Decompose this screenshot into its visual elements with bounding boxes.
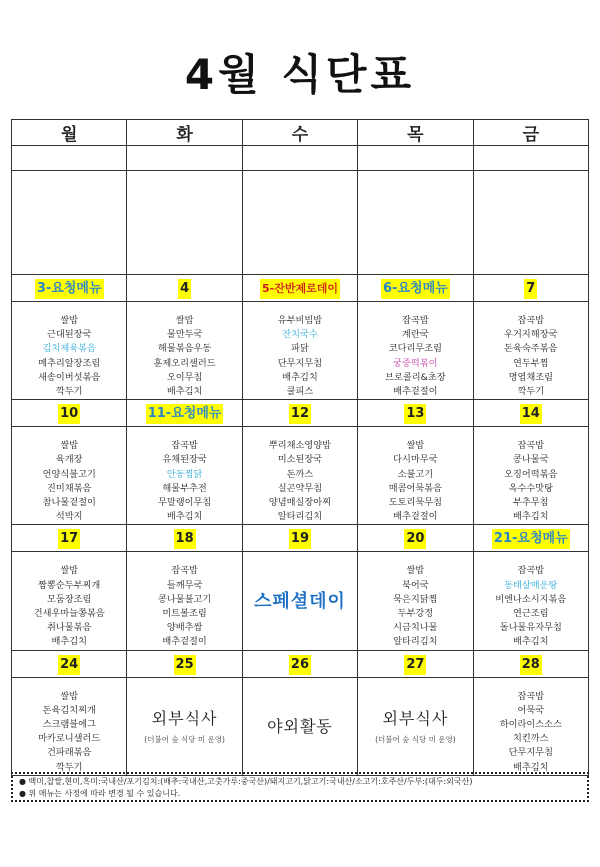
menu-item: 양념매실장아찌 xyxy=(268,497,332,509)
menu-item: 취나물볶음 xyxy=(47,622,92,634)
menu-item: 다시마무국 xyxy=(393,454,438,466)
menu-item: 브로콜리&초장 xyxy=(385,371,446,383)
menu-item: 쿨피스 xyxy=(286,386,314,398)
menu-item: 유부비빔밥 xyxy=(277,315,323,326)
menu-item: 명엽채조림 xyxy=(508,371,553,383)
date-cell xyxy=(242,400,357,427)
date-label: 27 xyxy=(404,655,426,675)
empty-cell xyxy=(12,146,127,171)
menu-item: 단무지무침 xyxy=(508,747,553,759)
menu-item: 해물부추전 xyxy=(162,482,207,494)
menu-item: 배추김치 xyxy=(513,761,549,773)
menu-item: 쌀밥 xyxy=(60,315,79,326)
empty-cell xyxy=(242,171,357,275)
menu-item: 건새우마늘쫑볶음 xyxy=(33,608,105,620)
menu-item: 배추겉절이 xyxy=(162,636,207,648)
date-cell xyxy=(127,525,242,552)
event-note: (더불어 숲 식당 미 운영) xyxy=(375,735,456,745)
day-menu-cell xyxy=(358,302,473,400)
menu-list xyxy=(12,552,126,649)
menu-item: 건파래볶음 xyxy=(47,747,92,759)
weekday-fri: 금 xyxy=(473,120,588,146)
menu-item: 배추겉절이 xyxy=(393,386,438,398)
menu-item: 콩나물불고기 xyxy=(157,593,212,605)
day-menu-cell xyxy=(12,552,127,650)
menu-item: 옥수수맛탕 xyxy=(508,482,553,494)
day-menu-cell xyxy=(242,427,357,525)
day-menu-cell xyxy=(473,677,588,775)
date-label: 3-요청메뉴 xyxy=(35,279,104,299)
menu-item: 치킨까스 xyxy=(513,733,549,745)
day-menu-cell xyxy=(358,427,473,525)
menu-item: 미트볼조림 xyxy=(162,608,207,620)
day-menu-cell xyxy=(12,427,127,525)
menu-row xyxy=(12,302,589,400)
menu-row xyxy=(12,552,589,650)
menu-list xyxy=(358,427,472,524)
date-label: 28 xyxy=(520,655,542,675)
empty-cell xyxy=(127,146,242,171)
day-menu-cell xyxy=(358,677,473,775)
day-menu-cell xyxy=(242,677,357,775)
menu-item: 잡곡밥 xyxy=(517,315,545,326)
menu-item: 해물볶음우동 xyxy=(157,343,212,355)
date-cell xyxy=(358,650,473,677)
empty-menu-row xyxy=(12,171,589,275)
menu-item: 우거지해장국 xyxy=(504,329,558,341)
date-label: 24 xyxy=(58,655,80,675)
menu-item: 알타리김치 xyxy=(393,636,438,648)
date-label: 5-잔반제로데이 xyxy=(260,279,340,299)
menu-item: 어묵국 xyxy=(517,704,545,716)
empty-cell xyxy=(473,171,588,275)
empty-cell xyxy=(473,146,588,171)
menu-item: 부추무침 xyxy=(513,497,549,509)
date-label: 11-요청메뉴 xyxy=(146,404,224,424)
date-cell xyxy=(358,525,473,552)
date-cell xyxy=(12,525,127,552)
empty-cell xyxy=(358,146,473,171)
menu-item: 잔치국수 xyxy=(282,329,318,341)
menu-item: 참나물겉절이 xyxy=(42,497,96,509)
menu-item: 코다리무조림 xyxy=(388,343,442,355)
menu-list xyxy=(358,302,472,399)
menu-item: 도토리묵무침 xyxy=(388,497,442,509)
menu-item: 두부강정 xyxy=(397,608,434,620)
date-label-row xyxy=(12,400,589,427)
menu-item: 뿌리채소영양밥 xyxy=(268,440,332,452)
date-label: 7 xyxy=(524,279,537,299)
menu-list xyxy=(474,427,588,524)
menu-item: 실곤약무침 xyxy=(277,482,323,494)
menu-list xyxy=(474,552,588,649)
date-label-row xyxy=(12,525,589,552)
menu-item: 돈까스 xyxy=(286,468,314,480)
date-cell xyxy=(473,650,588,677)
day-menu-cell xyxy=(127,427,242,525)
date-cell xyxy=(473,400,588,427)
menu-item: 양배추쌈 xyxy=(166,622,203,634)
menu-list xyxy=(243,427,357,524)
event-block xyxy=(127,678,241,774)
menu-item: 배추김치 xyxy=(166,386,203,398)
menu-item: 파닭 xyxy=(291,343,309,355)
menu-item: 동태살매운탕 xyxy=(504,579,558,591)
menu-item: 쌀밥 xyxy=(60,440,79,452)
date-cell xyxy=(242,275,357,302)
menu-item: 무말랭이무침 xyxy=(157,497,212,509)
page-title: 4월 식단표 xyxy=(184,50,416,99)
menu-item: 단무지무침 xyxy=(277,357,323,369)
event-title: 야외활동 xyxy=(267,717,333,737)
menu-item: 잡곡밥 xyxy=(402,315,429,326)
menu-list xyxy=(474,302,588,399)
menu-item: 쌀밥 xyxy=(406,440,425,452)
menu-item: 미소된장국 xyxy=(277,454,323,466)
menu-item: 잡곡밥 xyxy=(171,440,198,452)
date-label: 17 xyxy=(58,529,80,549)
date-label-row xyxy=(12,650,589,677)
event-title: 외부식사 xyxy=(382,709,449,729)
notes-box xyxy=(11,772,589,802)
day-menu-cell xyxy=(242,302,357,400)
menu-list xyxy=(474,678,588,775)
menu-item: 잡곡밥 xyxy=(517,440,545,452)
empty-cell xyxy=(127,171,242,275)
menu-item: 근대된장국 xyxy=(47,329,92,341)
menu-list xyxy=(12,678,126,775)
menu-item: 소불고기 xyxy=(397,468,434,480)
menu-item: 배추김치 xyxy=(166,511,203,523)
date-label: 19 xyxy=(289,529,311,549)
menu-item: 배추김치 xyxy=(513,511,549,523)
menu-list xyxy=(243,302,357,399)
menu-item: 시금치나물 xyxy=(393,622,438,634)
menu-row xyxy=(12,427,589,525)
weekday-tue: 화 xyxy=(127,120,242,146)
weekday-header-row xyxy=(12,120,589,146)
menu-item: 쌀밥 xyxy=(60,565,79,577)
menu-item: 진미채볶음 xyxy=(47,482,92,494)
empty-cell xyxy=(358,171,473,275)
date-label: 21-요청메뉴 xyxy=(492,529,570,549)
event-block xyxy=(358,678,472,774)
menu-item: 묵은지닭찜 xyxy=(393,593,438,605)
menu-item: 북어국 xyxy=(402,579,429,591)
menu-item: 배추김치 xyxy=(51,636,87,648)
menu-item: 궁중떡볶이 xyxy=(393,357,438,369)
date-cell xyxy=(358,400,473,427)
menu-item: 매콤어묵볶음 xyxy=(388,482,442,494)
menu-item: 육개장 xyxy=(55,454,83,466)
note-change: ● 위 메뉴는 사정에 따라 변경 될 수 있습니다. xyxy=(19,789,181,798)
menu-item: 잡곡밥 xyxy=(171,565,198,577)
day-menu-cell xyxy=(127,677,242,775)
date-cell xyxy=(473,525,588,552)
menu-item: 새송이버섯볶음 xyxy=(38,371,101,383)
day-menu-cell xyxy=(127,552,242,650)
menu-item: 잡곡밥 xyxy=(517,565,545,577)
menu-item: 석박지 xyxy=(55,511,83,523)
weekday-mon: 월 xyxy=(12,120,127,146)
date-cell xyxy=(127,400,242,427)
weekday-thu: 목 xyxy=(358,120,473,146)
menu-item: 쌀밥 xyxy=(60,690,79,702)
menu-item: 연근조림 xyxy=(513,608,549,620)
event-title: 외부식사 xyxy=(151,709,218,729)
menu-item: 오이무침 xyxy=(166,371,203,383)
meal-calendar xyxy=(11,119,589,776)
menu-item: 배추김치 xyxy=(513,636,549,648)
date-label: 20 xyxy=(404,529,426,549)
menu-item: 알타리김치 xyxy=(277,511,323,523)
day-menu-cell xyxy=(358,552,473,650)
date-label: 13 xyxy=(404,404,426,424)
date-label: 10 xyxy=(58,404,80,424)
empty-cell xyxy=(12,171,127,275)
menu-list xyxy=(358,552,472,649)
empty-row xyxy=(12,146,589,171)
date-cell xyxy=(358,275,473,302)
date-cell xyxy=(12,400,127,427)
menu-item: 들깨무국 xyxy=(166,579,203,591)
menu-list xyxy=(127,552,241,649)
menu-item: 안동찜닭 xyxy=(166,468,203,480)
event-note: (더불어 숲 식당 미 운영) xyxy=(144,735,225,745)
date-label-row xyxy=(12,275,589,302)
menu-item: 마카로니샐러드 xyxy=(38,733,101,745)
menu-item: 김치제육볶음 xyxy=(42,343,96,355)
menu-item: 스크램블에그 xyxy=(42,719,96,731)
menu-list xyxy=(12,302,126,399)
date-cell xyxy=(127,650,242,677)
menu-item: 언양식불고기 xyxy=(42,468,96,480)
day-menu-cell xyxy=(473,427,588,525)
menu-item: 깍두기 xyxy=(517,386,545,398)
menu-list xyxy=(12,427,126,524)
menu-item: 깍두기 xyxy=(55,761,83,773)
empty-cell xyxy=(242,146,357,171)
menu-item: 돈육김치찌개 xyxy=(42,704,96,716)
note-origin: ● 백미,찹쌀,현미,흑미:국내산/포기김치:(배추:국내산,고춧가루:중국산)/돼지고기,닭고기:국내산/소고기:호주산/두부:(대두:외국산) xyxy=(19,777,473,786)
day-menu-cell xyxy=(127,302,242,400)
date-label: 12 xyxy=(289,404,311,424)
date-cell xyxy=(127,275,242,302)
menu-item: 유채된장국 xyxy=(162,454,207,466)
date-label: 14 xyxy=(520,404,542,424)
special-day-label: 스페셜데이 xyxy=(254,591,346,613)
menu-item: 쌀밥 xyxy=(406,565,425,577)
menu-item: 돈육숙주볶음 xyxy=(504,343,558,355)
menu-item: 계란국 xyxy=(402,329,429,341)
date-label: 6-요청메뉴 xyxy=(381,279,450,299)
date-label: 4 xyxy=(178,279,191,299)
weekday-wed: 수 xyxy=(242,120,357,146)
date-cell xyxy=(473,275,588,302)
date-cell xyxy=(12,275,127,302)
date-cell xyxy=(12,650,127,677)
menu-item: 메추리알장조림 xyxy=(38,357,101,369)
menu-row xyxy=(12,677,589,775)
menu-item: 훈제오리샐러드 xyxy=(153,357,216,369)
menu-list xyxy=(127,302,241,399)
menu-item: 비엔나소시지볶음 xyxy=(495,593,567,605)
menu-item: 하이라이스소스 xyxy=(499,719,562,731)
menu-item: 돌나물유자무침 xyxy=(499,622,562,634)
day-menu-cell xyxy=(12,677,127,775)
menu-item: 연두부찜 xyxy=(513,357,549,369)
menu-item: 쌀밥 xyxy=(175,315,194,326)
event-block xyxy=(243,678,357,774)
day-menu-cell xyxy=(473,302,588,400)
date-cell xyxy=(242,650,357,677)
menu-item: 오징어떡볶음 xyxy=(504,468,558,480)
menu-item: 모둠장조림 xyxy=(47,593,92,605)
date-cell xyxy=(242,525,357,552)
menu-item: 짬뽕순두부찌개 xyxy=(38,579,101,591)
menu-item: 배추겉절이 xyxy=(393,511,438,523)
menu-list xyxy=(127,427,241,524)
date-label: 18 xyxy=(174,529,196,549)
day-menu-cell xyxy=(12,302,127,400)
menu-item: 콩나물국 xyxy=(513,454,549,466)
menu-item: 물만두국 xyxy=(166,329,203,341)
day-menu-cell xyxy=(473,552,588,650)
menu-item: 깍두기 xyxy=(55,386,83,398)
menu-item: 잡곡밥 xyxy=(517,690,545,702)
date-label: 26 xyxy=(289,655,311,675)
menu-item: 배추김치 xyxy=(282,371,318,383)
day-menu-cell xyxy=(242,552,357,650)
date-label: 25 xyxy=(174,655,196,675)
